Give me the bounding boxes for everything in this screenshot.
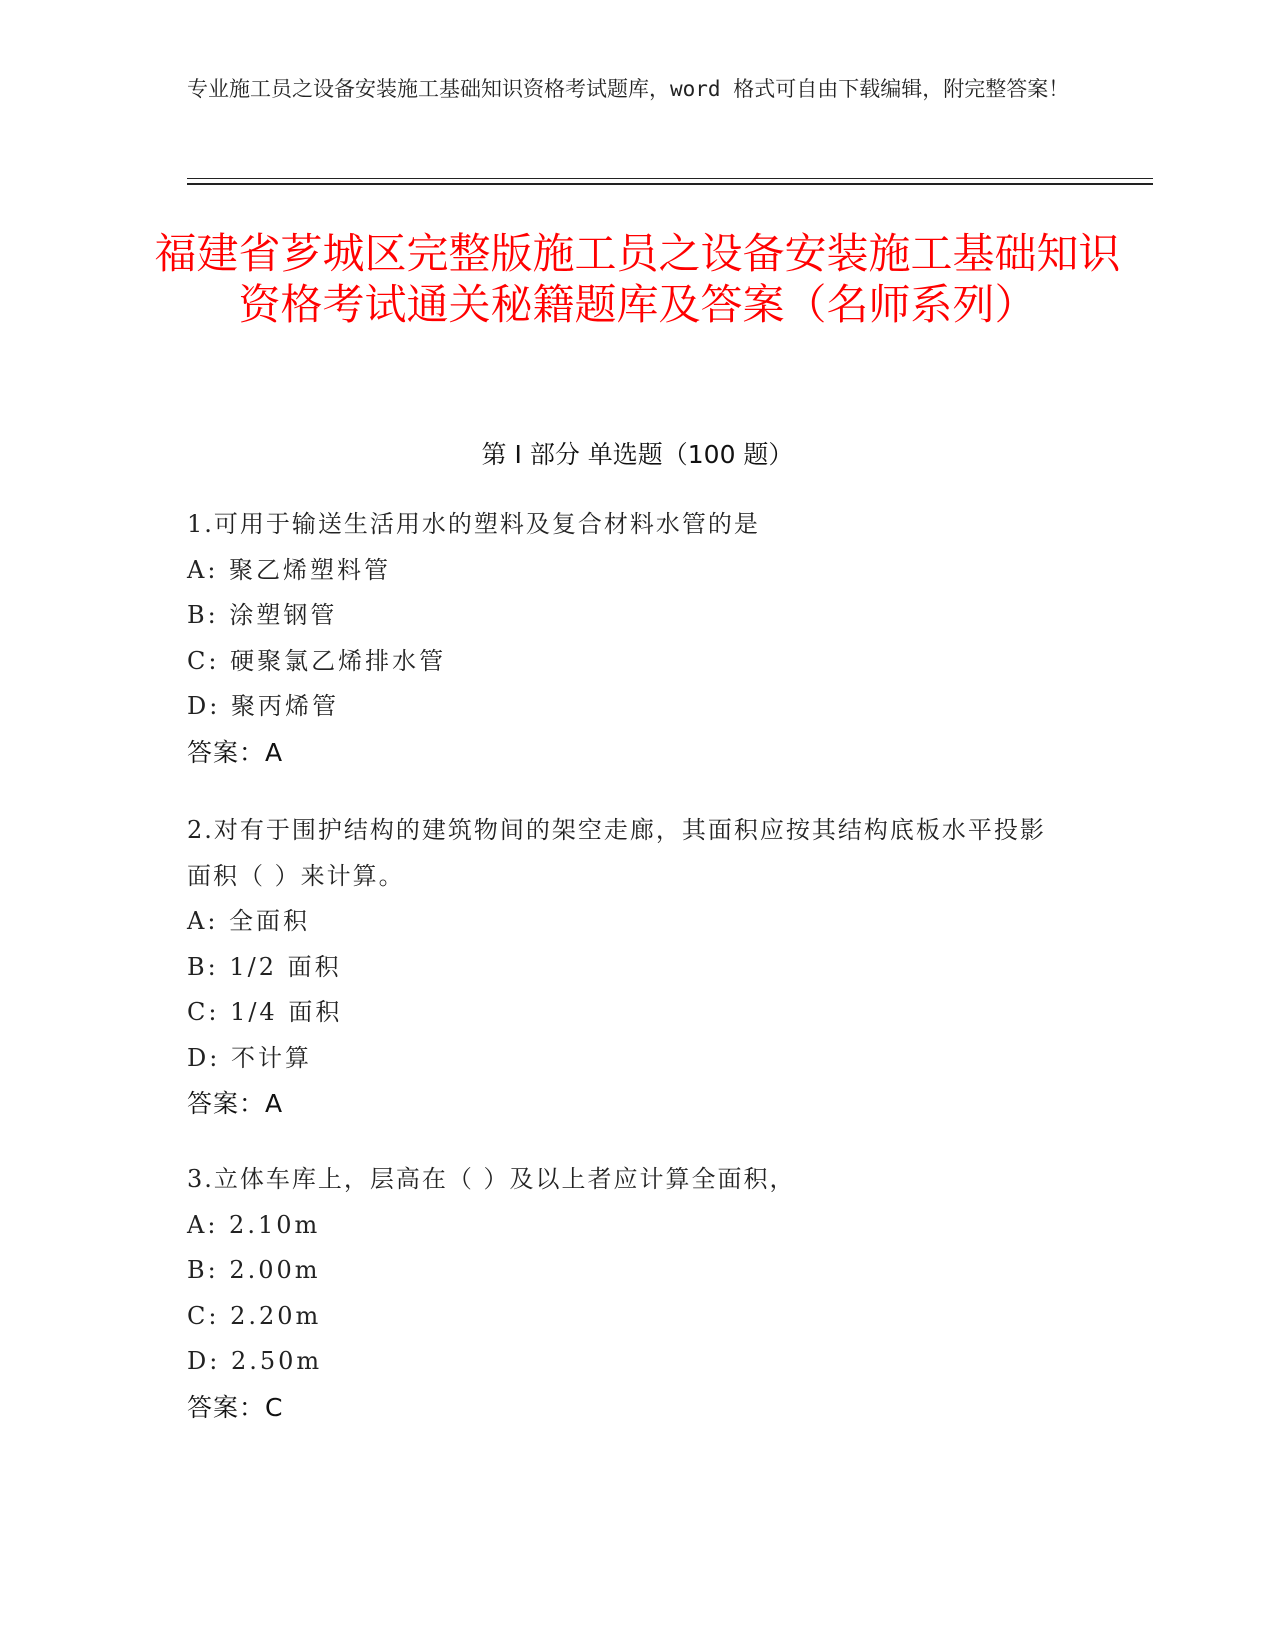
option-a: A: 聚乙烯塑料管 bbox=[187, 555, 392, 584]
question-block-1 bbox=[187, 502, 1067, 775]
header-divider-thin bbox=[187, 178, 1153, 179]
question-block-3 bbox=[187, 1157, 1067, 1430]
option-a: A: 全面积 bbox=[187, 907, 311, 935]
option-c: C: 硬聚氯乙烯排水管 bbox=[187, 646, 447, 675]
question-stem: 2.对有于围护结构的建筑物间的架空走廊，其面积应按其结构底板水平投影面积（ ）来计算。 bbox=[187, 816, 1046, 890]
question-stem: 3.立体车库上，层高在（ ）及以上者应计算全面积， bbox=[187, 1165, 796, 1193]
option-b: B: 1/2 面积 bbox=[187, 952, 342, 981]
option-b: B: 涂塑钢管 bbox=[187, 601, 338, 629]
answer-label: 答案：A bbox=[187, 1089, 284, 1118]
header-note: 专业施工员之设备安装施工基础知识资格考试题库，word 格式可自由下载编辑，附完整答案！ bbox=[187, 77, 1070, 101]
option-d: D: 聚丙烯管 bbox=[187, 692, 339, 720]
document-title: 福建省芗城区完整版施工员之设备安装施工基础知识资格考试通关秘籍题库及答案（名师系列） bbox=[154, 229, 1121, 329]
answer-label: 答案：A bbox=[187, 737, 284, 767]
answer-label: 答案：C bbox=[187, 1392, 284, 1422]
header-divider-thick bbox=[187, 183, 1153, 185]
option-a: A: 2.10m bbox=[187, 1210, 321, 1239]
option-d: D: 2.50m bbox=[187, 1347, 323, 1375]
section-heading: 第 I 部分 单选题（100 题） bbox=[481, 440, 794, 469]
option-c: C: 2.20m bbox=[187, 1301, 322, 1330]
question-block-2 bbox=[187, 808, 1067, 1127]
option-b: B: 2.00m bbox=[187, 1256, 321, 1284]
option-d: D: 不计算 bbox=[187, 1043, 312, 1072]
option-c: C: 1/4 面积 bbox=[187, 998, 343, 1026]
question-stem: 1.可用于输送生活用水的塑料及复合材料水管的是 bbox=[187, 510, 760, 538]
